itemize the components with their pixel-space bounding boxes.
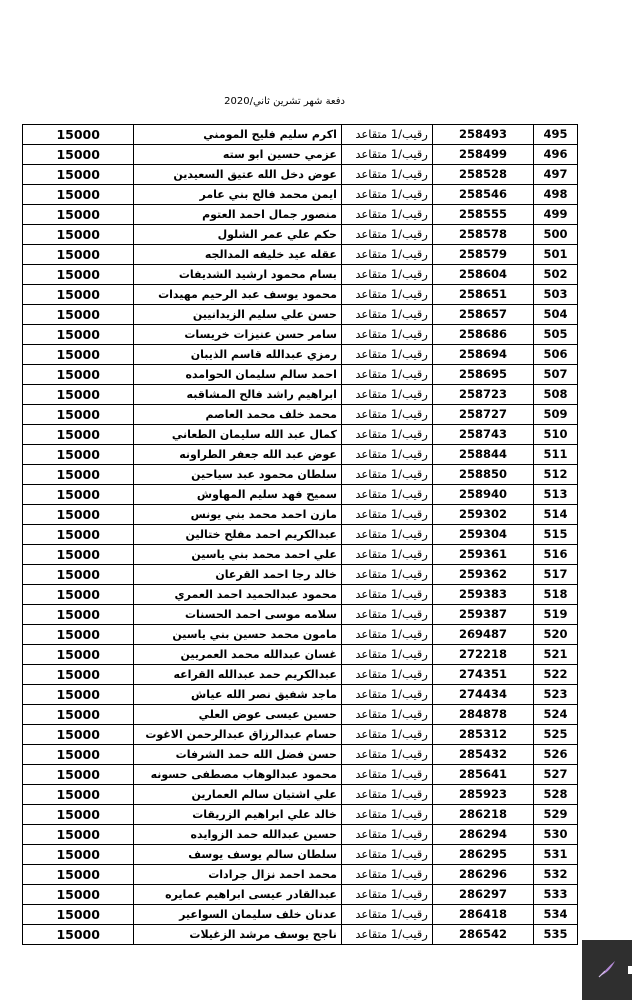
amount-cell: 15000 xyxy=(23,605,134,625)
amount-cell: 15000 xyxy=(23,645,134,665)
table-row xyxy=(23,885,578,905)
rank-cell: رقيب/1 متقاعد xyxy=(341,125,432,145)
person-name: محمود عبدالوهاب مصطفى حسونه xyxy=(134,765,341,785)
person-name: علي احمد محمد بني ياسين xyxy=(134,545,341,565)
rank-cell: رقيب/1 متقاعد xyxy=(341,145,432,165)
rank-cell: رقيب/1 متقاعد xyxy=(341,845,432,865)
amount-cell: 15000 xyxy=(23,845,134,865)
person-name: منصور جمال احمد العتوم xyxy=(134,205,341,225)
military-id: 258844 xyxy=(432,445,533,465)
amount-cell: 15000 xyxy=(23,885,134,905)
feather-pen-icon xyxy=(596,958,618,980)
row-number: 504 xyxy=(534,305,578,325)
row-number: 505 xyxy=(534,325,578,345)
amount-cell: 15000 xyxy=(23,145,134,165)
row-number: 517 xyxy=(534,565,578,585)
corner-logo xyxy=(582,940,632,1000)
table-row xyxy=(23,525,578,545)
table-row xyxy=(23,365,578,385)
rank-cell: رقيب/1 متقاعد xyxy=(341,485,432,505)
row-number: 528 xyxy=(534,785,578,805)
amount-cell: 15000 xyxy=(23,505,134,525)
row-number: 499 xyxy=(534,205,578,225)
row-number: 518 xyxy=(534,585,578,605)
row-number: 523 xyxy=(534,685,578,705)
person-name: محمد خلف محمد العاصم xyxy=(134,405,341,425)
military-id: 285432 xyxy=(432,745,533,765)
military-id: 286296 xyxy=(432,865,533,885)
table-row xyxy=(23,585,578,605)
rank-cell: رقيب/1 متقاعد xyxy=(341,625,432,645)
row-number: 529 xyxy=(534,805,578,825)
amount-cell: 15000 xyxy=(23,785,134,805)
rank-cell: رقيب/1 متقاعد xyxy=(341,825,432,845)
rank-cell: رقيب/1 متقاعد xyxy=(341,885,432,905)
rank-cell: رقيب/1 متقاعد xyxy=(341,585,432,605)
person-name: كمال عبد الله سليمان الطعاني xyxy=(134,425,341,445)
military-id: 285641 xyxy=(432,765,533,785)
row-number: 511 xyxy=(534,445,578,465)
row-number: 496 xyxy=(534,145,578,165)
person-name: مازن احمد محمد بني يونس xyxy=(134,505,341,525)
amount-cell: 15000 xyxy=(23,245,134,265)
amount-cell: 15000 xyxy=(23,665,134,685)
military-id: 274351 xyxy=(432,665,533,685)
table-row xyxy=(23,305,578,325)
military-id: 286418 xyxy=(432,905,533,925)
row-number: 498 xyxy=(534,185,578,205)
row-number: 503 xyxy=(534,285,578,305)
person-name: سلامه موسى احمد الحسنات xyxy=(134,605,341,625)
rank-cell: رقيب/1 متقاعد xyxy=(341,745,432,765)
rank-cell: رقيب/1 متقاعد xyxy=(341,405,432,425)
table-row xyxy=(23,485,578,505)
military-id: 258940 xyxy=(432,485,533,505)
rank-cell: رقيب/1 متقاعد xyxy=(341,445,432,465)
table-row xyxy=(23,265,578,285)
person-name: عقله عيد خليفه المدالجه xyxy=(134,245,341,265)
rank-cell: رقيب/1 متقاعد xyxy=(341,685,432,705)
military-id: 259362 xyxy=(432,565,533,585)
row-number: 506 xyxy=(534,345,578,365)
table-row xyxy=(23,725,578,745)
row-number: 527 xyxy=(534,765,578,785)
military-id: 269487 xyxy=(432,625,533,645)
military-id: 274434 xyxy=(432,685,533,705)
table-row xyxy=(23,845,578,865)
row-number: 533 xyxy=(534,885,578,905)
military-id: 258651 xyxy=(432,285,533,305)
table-row xyxy=(23,185,578,205)
row-number: 510 xyxy=(534,425,578,445)
military-id: 259302 xyxy=(432,505,533,525)
table-row xyxy=(23,625,578,645)
rank-cell: رقيب/1 متقاعد xyxy=(341,345,432,365)
row-number: 525 xyxy=(534,725,578,745)
amount-cell: 15000 xyxy=(23,585,134,605)
amount-cell: 15000 xyxy=(23,725,134,745)
person-name: خالد علي ابراهيم الزريقات xyxy=(134,805,341,825)
person-name: ايمن محمد فالح بني عامر xyxy=(134,185,341,205)
rank-cell: رقيب/1 متقاعد xyxy=(341,265,432,285)
amount-cell: 15000 xyxy=(23,445,134,465)
row-number: 516 xyxy=(534,545,578,565)
person-name: سلطان سالم يوسف يوسف xyxy=(134,845,341,865)
person-name: سامر حسن عنيزات خريسات xyxy=(134,325,341,345)
amount-cell: 15000 xyxy=(23,425,134,445)
rank-cell: رقيب/1 متقاعد xyxy=(341,225,432,245)
table-row xyxy=(23,285,578,305)
amount-cell: 15000 xyxy=(23,905,134,925)
table-row xyxy=(23,665,578,685)
amount-cell: 15000 xyxy=(23,525,134,545)
row-number: 500 xyxy=(534,225,578,245)
military-id: 286218 xyxy=(432,805,533,825)
person-name: بسام محمود ارشيد الشديفات xyxy=(134,265,341,285)
person-name: عبدالكريم احمد مفلح ختالين xyxy=(134,525,341,545)
military-id: 258604 xyxy=(432,265,533,285)
amount-cell: 15000 xyxy=(23,345,134,365)
table-row xyxy=(23,145,578,165)
person-name: عوض عبد الله جعفر الطراونه xyxy=(134,445,341,465)
amount-cell: 15000 xyxy=(23,365,134,385)
military-id: 258727 xyxy=(432,405,533,425)
amount-cell: 15000 xyxy=(23,565,134,585)
row-number: 507 xyxy=(534,365,578,385)
table-row xyxy=(23,545,578,565)
table-row xyxy=(23,225,578,245)
person-name: حسن علي سليم الزيدانيين xyxy=(134,305,341,325)
row-number: 524 xyxy=(534,705,578,725)
table-row xyxy=(23,785,578,805)
person-name: حسين عيسى عوض العلي xyxy=(134,705,341,725)
military-id: 258499 xyxy=(432,145,533,165)
amount-cell: 15000 xyxy=(23,125,134,145)
rank-cell: رقيب/1 متقاعد xyxy=(341,385,432,405)
rank-cell: رقيب/1 متقاعد xyxy=(341,705,432,725)
table-row xyxy=(23,325,578,345)
row-number: 531 xyxy=(534,845,578,865)
military-id: 285312 xyxy=(432,725,533,745)
amount-cell: 15000 xyxy=(23,705,134,725)
military-id: 286294 xyxy=(432,825,533,845)
row-number: 532 xyxy=(534,865,578,885)
person-name: محمود يوسف عبد الرحيم مهيدات xyxy=(134,285,341,305)
military-id: 259361 xyxy=(432,545,533,565)
amount-cell: 15000 xyxy=(23,925,134,945)
table-row xyxy=(23,565,578,585)
table-row xyxy=(23,405,578,425)
person-name: محمود عبدالحميد احمد العمري xyxy=(134,585,341,605)
person-name: عزمي حسين ابو سته xyxy=(134,145,341,165)
row-number: 502 xyxy=(534,265,578,285)
table-row xyxy=(23,345,578,365)
person-name: رمزي عبدالله قاسم الذيبان xyxy=(134,345,341,365)
military-id: 258686 xyxy=(432,325,533,345)
military-id: 258555 xyxy=(432,205,533,225)
amount-cell: 15000 xyxy=(23,385,134,405)
rank-cell: رقيب/1 متقاعد xyxy=(341,665,432,685)
person-name: حسين عبدالله حمد الزوايده xyxy=(134,825,341,845)
person-name: ابراهيم راشد فالح المشاقبه xyxy=(134,385,341,405)
rank-cell: رقيب/1 متقاعد xyxy=(341,185,432,205)
military-id: 258546 xyxy=(432,185,533,205)
military-id: 258695 xyxy=(432,365,533,385)
table-row xyxy=(23,865,578,885)
table-row xyxy=(23,165,578,185)
table-row xyxy=(23,825,578,845)
row-number: 535 xyxy=(534,925,578,945)
table-row xyxy=(23,685,578,705)
row-number: 526 xyxy=(534,745,578,765)
row-number: 501 xyxy=(534,245,578,265)
person-name: ماجد شفيق نصر الله عياش xyxy=(134,685,341,705)
amount-cell: 15000 xyxy=(23,405,134,425)
person-name: خالد رجا احمد القرعان xyxy=(134,565,341,585)
amount-cell: 15000 xyxy=(23,465,134,485)
person-name: حكم علي عمر الشلول xyxy=(134,225,341,245)
table-row xyxy=(23,245,578,265)
military-id: 258694 xyxy=(432,345,533,365)
row-number: 520 xyxy=(534,625,578,645)
rank-cell: رقيب/1 متقاعد xyxy=(341,525,432,545)
amount-cell: 15000 xyxy=(23,205,134,225)
rank-cell: رقيب/1 متقاعد xyxy=(341,465,432,485)
table-row xyxy=(23,605,578,625)
rank-cell: رقيب/1 متقاعد xyxy=(341,565,432,585)
table-row xyxy=(23,765,578,785)
roster-table xyxy=(22,124,578,945)
person-name: عدنان خلف سليمان السواعير xyxy=(134,905,341,925)
table-row xyxy=(23,505,578,525)
rank-cell: رقيب/1 متقاعد xyxy=(341,305,432,325)
table-row xyxy=(23,205,578,225)
person-name: عبدالقادر عيسى ابراهيم عمايره xyxy=(134,885,341,905)
military-id: 258723 xyxy=(432,385,533,405)
rank-cell: رقيب/1 متقاعد xyxy=(341,605,432,625)
rank-cell: رقيب/1 متقاعد xyxy=(341,765,432,785)
row-number: 522 xyxy=(534,665,578,685)
amount-cell: 15000 xyxy=(23,165,134,185)
corner-dot xyxy=(628,966,632,974)
table-row xyxy=(23,805,578,825)
rank-cell: رقيب/1 متقاعد xyxy=(341,205,432,225)
person-name: ناجح يوسف مرشد الزغيلات xyxy=(134,925,341,945)
rank-cell: رقيب/1 متقاعد xyxy=(341,905,432,925)
rank-cell: رقيب/1 متقاعد xyxy=(341,325,432,345)
military-id: 258657 xyxy=(432,305,533,325)
person-name: عبدالكريم حمد عبدالله القراعه xyxy=(134,665,341,685)
person-name: اكرم سليم فليح المومني xyxy=(134,125,341,145)
military-id: 258579 xyxy=(432,245,533,265)
table-row xyxy=(23,645,578,665)
row-number: 534 xyxy=(534,905,578,925)
amount-cell: 15000 xyxy=(23,825,134,845)
document-caption: دفعة شهر تشرين ثاني/2020 xyxy=(224,96,345,107)
row-number: 495 xyxy=(534,125,578,145)
rank-cell: رقيب/1 متقاعد xyxy=(341,785,432,805)
table-row xyxy=(23,925,578,945)
person-name: حسام عبدالرزاق عبدالرحمن الاغوت xyxy=(134,725,341,745)
rank-cell: رقيب/1 متقاعد xyxy=(341,285,432,305)
table-row xyxy=(23,905,578,925)
amount-cell: 15000 xyxy=(23,225,134,245)
amount-cell: 15000 xyxy=(23,765,134,785)
row-number: 513 xyxy=(534,485,578,505)
table-row xyxy=(23,425,578,445)
amount-cell: 15000 xyxy=(23,325,134,345)
table-row xyxy=(23,385,578,405)
row-number: 515 xyxy=(534,525,578,545)
military-id: 285923 xyxy=(432,785,533,805)
military-id: 259387 xyxy=(432,605,533,625)
amount-cell: 15000 xyxy=(23,745,134,765)
military-id: 259304 xyxy=(432,525,533,545)
military-id: 286542 xyxy=(432,925,533,945)
rank-cell: رقيب/1 متقاعد xyxy=(341,805,432,825)
row-number: 519 xyxy=(534,605,578,625)
amount-cell: 15000 xyxy=(23,185,134,205)
military-id: 258743 xyxy=(432,425,533,445)
row-number: 508 xyxy=(534,385,578,405)
person-name: حسن فضل الله حمد الشرفات xyxy=(134,745,341,765)
person-name: احمد سالم سليمان الحوامده xyxy=(134,365,341,385)
amount-cell: 15000 xyxy=(23,625,134,645)
rank-cell: رقيب/1 متقاعد xyxy=(341,165,432,185)
row-number: 530 xyxy=(534,825,578,845)
person-name: سلطان محمود عبد سياحين xyxy=(134,465,341,485)
person-name: علي اشتيان سالم العمارين xyxy=(134,785,341,805)
person-name: غسان عبدالله محمد العمريين xyxy=(134,645,341,665)
military-id: 258578 xyxy=(432,225,533,245)
military-id: 272218 xyxy=(432,645,533,665)
person-name: محمد احمد نزال جرادات xyxy=(134,865,341,885)
military-id: 286297 xyxy=(432,885,533,905)
rank-cell: رقيب/1 متقاعد xyxy=(341,925,432,945)
row-number: 512 xyxy=(534,465,578,485)
amount-cell: 15000 xyxy=(23,865,134,885)
military-id: 258850 xyxy=(432,465,533,485)
rank-cell: رقيب/1 متقاعد xyxy=(341,505,432,525)
table-row xyxy=(23,705,578,725)
amount-cell: 15000 xyxy=(23,265,134,285)
table-row xyxy=(23,445,578,465)
person-name: سميح فهد سليم المهاوش xyxy=(134,485,341,505)
row-number: 509 xyxy=(534,405,578,425)
amount-cell: 15000 xyxy=(23,545,134,565)
amount-cell: 15000 xyxy=(23,485,134,505)
amount-cell: 15000 xyxy=(23,805,134,825)
military-id: 286295 xyxy=(432,845,533,865)
military-id: 258528 xyxy=(432,165,533,185)
military-id: 259383 xyxy=(432,585,533,605)
rank-cell: رقيب/1 متقاعد xyxy=(341,365,432,385)
rank-cell: رقيب/1 متقاعد xyxy=(341,645,432,665)
row-number: 514 xyxy=(534,505,578,525)
rank-cell: رقيب/1 متقاعد xyxy=(341,865,432,885)
person-name: عوض دخل الله عتيق السعيدين xyxy=(134,165,341,185)
table-row xyxy=(23,745,578,765)
amount-cell: 15000 xyxy=(23,305,134,325)
person-name: مامون محمد حسين بني ياسين xyxy=(134,625,341,645)
table-row xyxy=(23,465,578,485)
military-id: 258493 xyxy=(432,125,533,145)
row-number: 521 xyxy=(534,645,578,665)
rank-cell: رقيب/1 متقاعد xyxy=(341,425,432,445)
rank-cell: رقيب/1 متقاعد xyxy=(341,545,432,565)
rank-cell: رقيب/1 متقاعد xyxy=(341,725,432,745)
rank-cell: رقيب/1 متقاعد xyxy=(341,245,432,265)
amount-cell: 15000 xyxy=(23,285,134,305)
table-row xyxy=(23,125,578,145)
roster-body xyxy=(23,125,578,945)
amount-cell: 15000 xyxy=(23,685,134,705)
row-number: 497 xyxy=(534,165,578,185)
military-id: 284878 xyxy=(432,705,533,725)
